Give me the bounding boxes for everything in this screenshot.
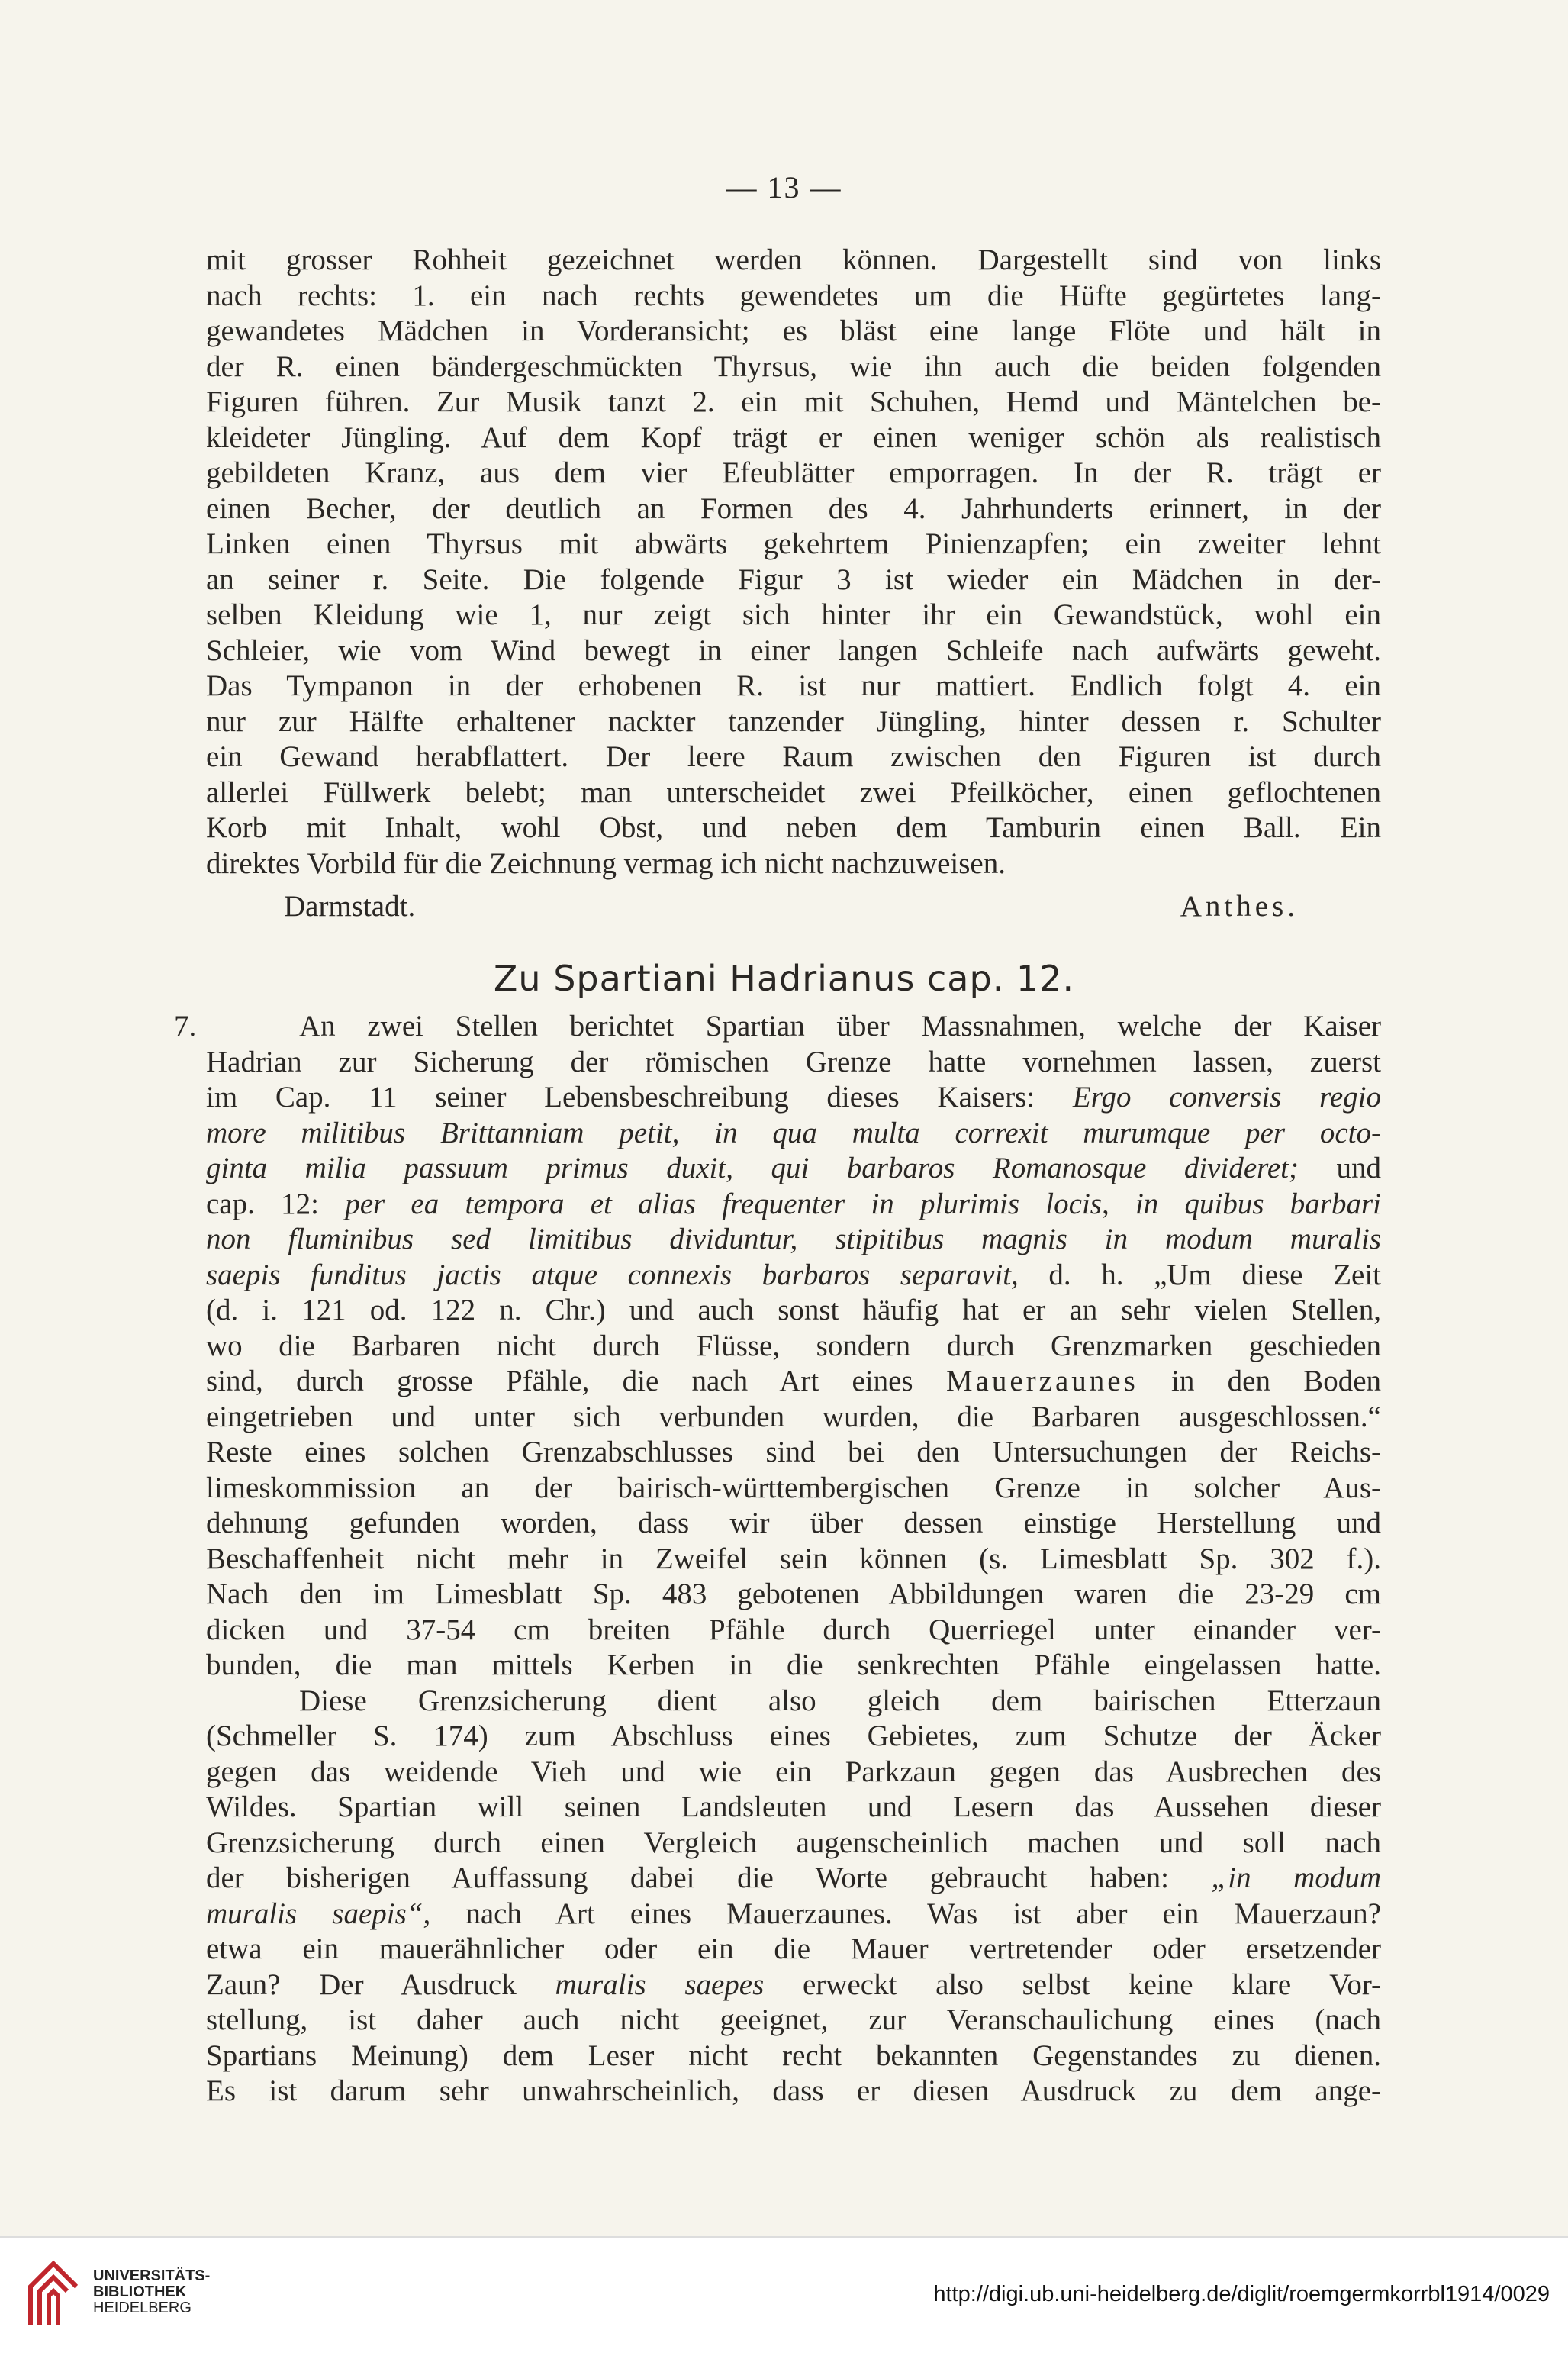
latin-quote: per ea tempora et alias frequenter in plurimis locis, in quibus barbari: [345, 1187, 1381, 1220]
text-line: Schleier, wie vom Wind bewegt in einer langen Schleife nach aufwärts geweht.: [206, 633, 1381, 667]
text-line: ein Gewand herabflattert. Der leere Raum zwischen den Figuren ist durch: [206, 740, 1381, 773]
text-line: Hadrian zur Sicherung der römischen Grenze hatte vornehmen lassen, zuerst: [206, 1045, 1381, 1078]
text-line: limeskommission an der bairisch-württembergischen Grenze in solcher Aus-: [206, 1471, 1381, 1504]
text-line: Linken einen Thyrsus mit abwärts gekehrtem Pinienzapfen; ein zweiter lehnt: [206, 527, 1381, 560]
text-line: stellung, ist daher auch nicht geeignet, zur Veranschaulichung eines (nach: [206, 2003, 1381, 2036]
article-continuation: [206, 243, 1381, 881]
text-line: Beschaffenheit nicht mehr in Zweifel sein können (s. Limesblatt Sp. 302 f.).: [206, 1542, 1381, 1575]
place: Darmstadt.: [284, 890, 416, 923]
text-line: der R. einen bändergeschmückten Thyrsus, wie ihn auch die beiden folgenden: [206, 350, 1381, 383]
text-line: Wildes. Spartian will seinen Landsleuten und Lesern das Aussehen dieser: [206, 1790, 1381, 1823]
text-line: der bisherigen Auffassung dabei die Worte gebraucht haben: „in modum: [206, 1861, 1381, 1894]
text-line: direktes Vorbild für die Zeichnung vermag ich nicht nachzuweisen.: [206, 846, 1006, 880]
text-line: Nach den im Limesblatt Sp. 483 gebotenen Abbildungen waren die 23-29 cm: [206, 1578, 1381, 1610]
text-line: Figuren führen. Zur Musik tanzt 2. ein mit Schuhen, Hemd und Mäntelchen be-: [206, 385, 1381, 418]
text-line: Grenzsicherung durch einen Vergleich augenscheinlich machen und soll nach: [206, 1826, 1381, 1859]
text-line: (d. i. 121 od. 122 n. Chr.) und auch sonst häufig hat er an sehr vielen Stellen,: [206, 1294, 1381, 1326]
text-line: gegen das weidende Vieh und wie ein Parkzaun gegen das Ausbrechen des: [206, 1755, 1381, 1788]
text-line: bunden, die man mittels Kerben in die senkrechten Pfähle eingelassen hatte.: [206, 1649, 1381, 1681]
text-line: einen Becher, der deutlich an Formen des 4. Jahrhunderts erinnert, in der: [206, 492, 1381, 525]
text-line: muralis saepis“, nach Art eines Mauerzaunes. Was ist aber ein Mauerzaun?: [206, 1897, 1381, 1930]
article-number: 7.: [174, 1010, 197, 1043]
text-line: an seiner r. Seite. Die folgende Figur 3 ist wieder ein Mädchen in der-: [206, 562, 1381, 596]
text-line: nach rechts: 1. ein nach rechts gewendetes um die Hüfte gegürtetes lang-: [206, 279, 1381, 312]
library-name: UNIVERSITÄTS- BIBLIOTHEK HEIDELBERG: [93, 2267, 211, 2316]
text-line: gewandetes Mädchen in Vorderansicht; es bläst eine lange Flöte und hält in: [206, 314, 1381, 347]
text-line: gebildeten Kranz, aus dem vier Efeublätter emporragen. In der R. trägt er: [206, 456, 1381, 489]
text-line: sind, durch grosse Pfähle, die nach Art eines Mauerzaunes in den Boden: [206, 1365, 1381, 1397]
text-line: saepis funditus jactis atque connexis barbaros separavit, d. h. „Um diese Zeit: [206, 1258, 1381, 1291]
library-logo-icon: [23, 2256, 84, 2332]
text-line: kleideter Jüngling. Auf dem Kopf trägt er einen weniger schön als realistisch: [206, 421, 1381, 454]
text-line: non fluminibus sed limitibus dividuntur, stipitibus magnis in modum muralis: [206, 1223, 1381, 1255]
text-line: wo die Barbaren nicht durch Flüsse, sondern durch Grenzmarken geschieden: [206, 1329, 1381, 1362]
text-line: im Cap. 11 seiner Lebensbeschreibung dieses Kaisers: Ergo conversis regio: [206, 1081, 1381, 1114]
text-line: Korb mit Inhalt, wohl Obst, und neben dem Tamburin einen Ball. Ein: [206, 811, 1381, 844]
author: Anthes.: [1180, 890, 1299, 923]
text-line: ginta milia passuum primus duxit, qui barbaros Romanosque divideret; und: [206, 1152, 1381, 1184]
section-heading: Zu Spartiani Hadrianus cap. 12.: [493, 958, 1075, 999]
text-line: more militibus Brittanniam petit, in qua multa correxit murumque per octo-: [206, 1116, 1381, 1149]
text-line: nur zur Hälfte erhaltener nackter tanzender Jüngling, hinter dessen r. Schulter: [206, 704, 1381, 738]
page-number: — 13 —: [726, 170, 842, 205]
latin-quote: Ergo conversis regio: [1072, 1081, 1381, 1114]
text-line: Reste eines solchen Grenzabschlusses sind bei den Untersuchungen der Reichs-: [206, 1436, 1381, 1468]
text-line: (Schmeller S. 174) zum Abschluss eines Gebietes, zum Schutze der Äcker: [206, 1719, 1381, 1752]
digitization-footer: [0, 2236, 1568, 2356]
text-line: Es ist darum sehr unwahrscheinlich, dass er diesen Ausdruck zu dem ange-: [206, 2074, 1381, 2107]
text-line: dehnung gefunden worden, dass wir über dessen einstige Herstellung und: [206, 1507, 1381, 1539]
text-line: Zaun? Der Ausdruck muralis saepes erweckt also selbst keine klare Vor-: [206, 1968, 1381, 2001]
article-body: [206, 1009, 1381, 2109]
text-line: mit grosser Rohheit gezeichnet werden können. Dargestellt sind von links: [206, 243, 1381, 276]
text-line: Diese Grenzsicherung dient also gleich dem bairischen Etterzaun: [299, 1684, 1381, 1717]
signature: [284, 889, 1299, 923]
text-line: allerlei Füllwerk belebt; man unterscheidet zwei Pfeilköcher, einen geflochtenen: [206, 775, 1381, 809]
text-line: selben Kleidung wie 1, nur zeigt sich hinter ihr ein Gewandstück, wohl ein: [206, 598, 1381, 631]
text-line: etwa ein mauerähnlicher oder ein die Mauer vertretender oder ersetzender: [206, 1932, 1381, 1965]
text-line: dicken und 37-54 cm breiten Pfähle durch Querriegel unter einander ver-: [206, 1613, 1381, 1646]
text-line: eingetrieben und unter sich verbunden wurden, die Barbaren ausgeschlossen.“: [206, 1400, 1381, 1433]
text-line: cap. 12: per ea tempora et alias frequenter in plurimis locis, in quibus barbari: [206, 1187, 1381, 1220]
text-line: An zwei Stellen berichtet Spartian über Massnahmen, welche der Kaiser: [299, 1010, 1381, 1043]
source-url[interactable]: http://digi.ub.uni-heidelberg.de/diglit/roemgermkorrbl1914/0029: [933, 2282, 1550, 2306]
text-line: Spartians Meinung) dem Leser nicht recht bekannten Gegenstandes zu dienen.: [206, 2039, 1381, 2072]
text-line: Das Tympanon in der erhobenen R. ist nur mattiert. Endlich folgt 4. ein: [206, 669, 1381, 702]
